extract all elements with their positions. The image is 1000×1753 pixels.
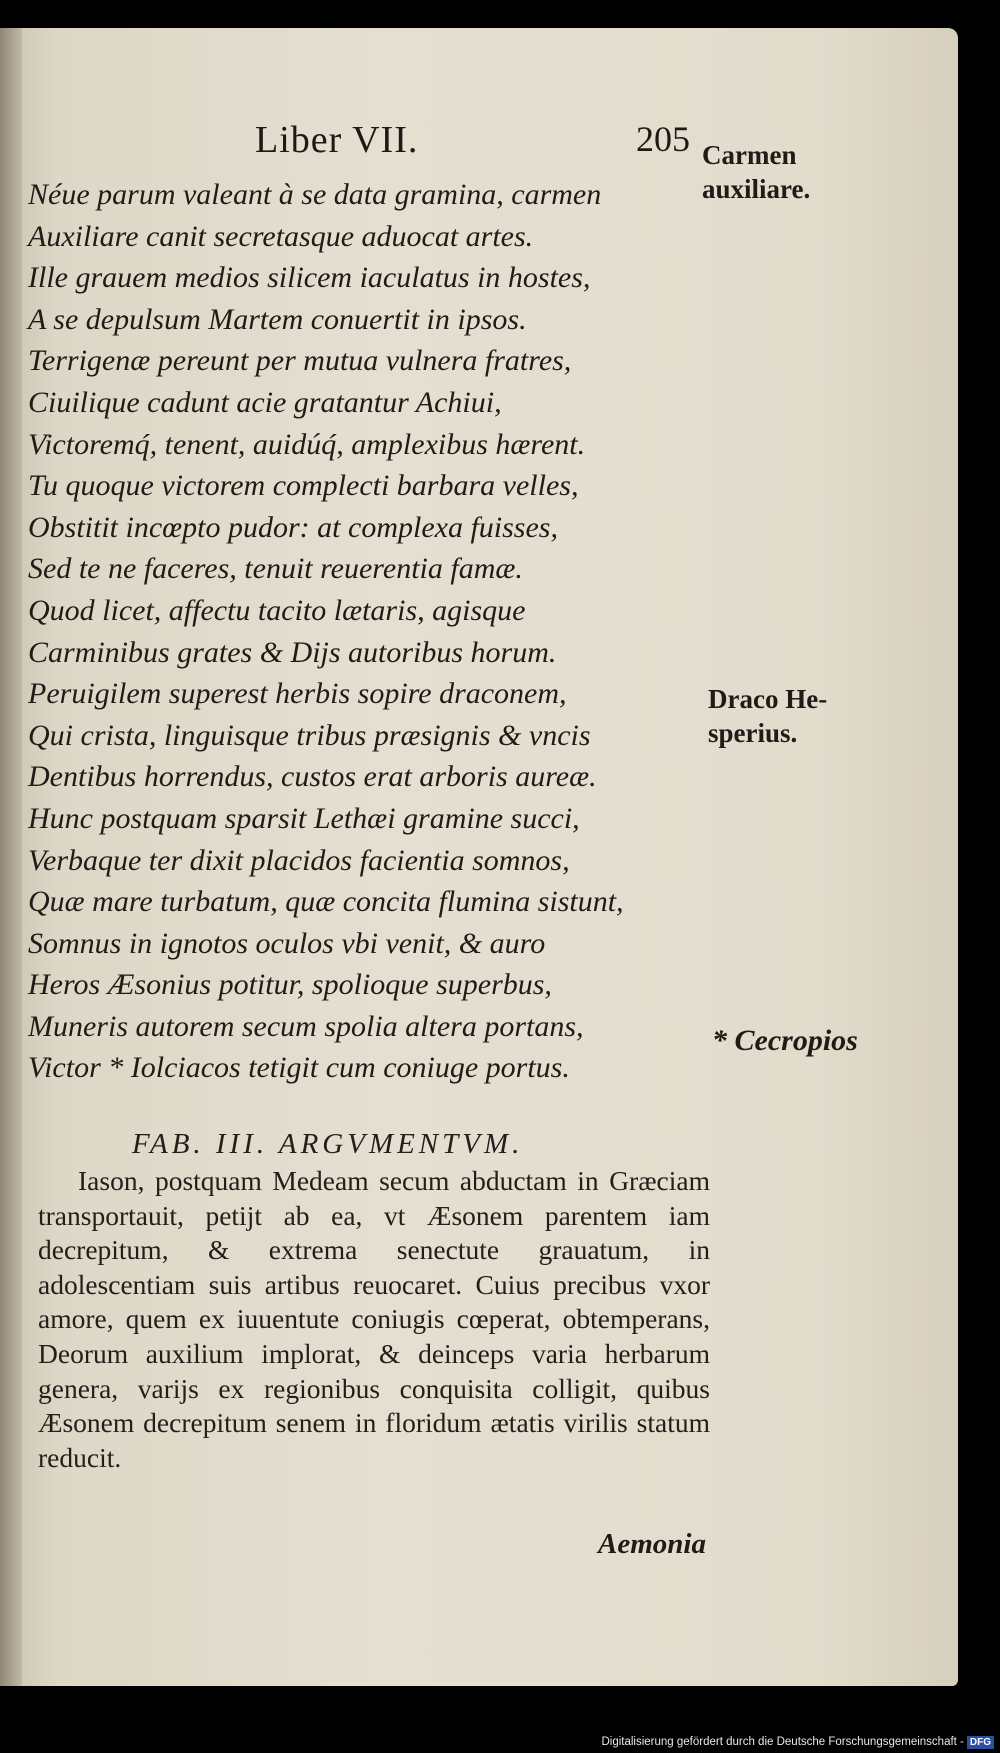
verse-line: Obstitit incœpto pudor: at complexa fuisses, bbox=[28, 510, 558, 544]
verse-line: Muneris autorem secum spolia altera portans, bbox=[28, 1009, 584, 1043]
page-number: 205 bbox=[636, 119, 690, 159]
verse-line: Terrigenæ pereunt per mutua vulnera fratres, bbox=[28, 344, 572, 378]
verse-line: Auxiliare canit secretasque aduocat artes. bbox=[28, 219, 534, 253]
dfg-logo: DFG bbox=[967, 1736, 994, 1749]
verse-line: Dentibus horrendus, custos erat arboris aureæ. bbox=[28, 760, 597, 794]
margin-note-draco bbox=[708, 682, 827, 750]
margin-note-cecropios: * Cecropios bbox=[712, 1024, 858, 1057]
margin-note-line: auxiliare. bbox=[702, 174, 811, 204]
verse-line: Qui crista, linguisque tribus præsignis & vncis bbox=[28, 718, 591, 752]
verse-line: Victoremq́, tenent, auidúq́, amplexibus hærent. bbox=[28, 427, 586, 461]
margin-note-line: Carmen bbox=[702, 140, 797, 170]
verse-line: Heros Æsonius potitur, spolioque superbus, bbox=[28, 968, 552, 1002]
page-gutter-shadow bbox=[0, 28, 22, 1686]
margin-note-line: sperius. bbox=[708, 718, 798, 748]
verse-line: Peruigilem superest herbis sopire draconem, bbox=[28, 677, 567, 711]
verse-line: Sed te ne faceres, tenuit reuerentia famæ. bbox=[28, 552, 523, 586]
verse-line: Néue parum valeant à se data gramina, carmen bbox=[28, 178, 602, 211]
catchword: Aemonia bbox=[598, 1528, 706, 1560]
margin-note-line: Draco He- bbox=[708, 684, 828, 714]
verse-line: Victor * Iolciacos tetigit cum coniuge portus. bbox=[28, 1051, 570, 1085]
credit-text: Digitalisierung gefördert durch die Deutsche Forschungsgemeinschaft - bbox=[601, 1736, 964, 1748]
verse-line: Carminibus grates & Dijs autoribus horum. bbox=[28, 635, 557, 669]
verse-line: Ille grauem medios silicem iaculatus in hostes, bbox=[28, 261, 591, 295]
margin-note-carmen bbox=[702, 138, 810, 206]
argument-title: FAB. III. ARGVMENTVM. bbox=[132, 1128, 524, 1160]
running-head: Liber VII. bbox=[255, 119, 419, 161]
verse-line: Hunc postquam sparsit Lethæi gramine succi, bbox=[28, 801, 580, 835]
verse-line: Quod licet, affectu tacito lætaris, agisque bbox=[28, 593, 526, 627]
argument-text: Iason, postquam Medeam secum abductam in Græciam transportauit, petijt ab ea, vt Æsonem parentem iam decrepitum, & extrema senectute grauatum, in adolescentiam suis artibus reuocaret. Cuius precibus vxor amore, quem ex iuuentute coniugis cœperat, obtemperans, Deorum auxilium implorat, & deinceps varia herbarum genera, varijs ex regionibus conquisita colligit, quibus Æsonem decrepitum senem in floridum ætatis virilis statum reducit. bbox=[38, 1165, 710, 1473]
verse-line: Verbaque ter dixit placidos facientia somnos, bbox=[28, 843, 570, 877]
verse-line: A se depulsum Martem conuertit in ipsos. bbox=[28, 302, 527, 336]
book-page bbox=[0, 28, 958, 1686]
digitization-credit bbox=[601, 1736, 994, 1749]
verse-line: Quæ mare turbatum, quæ concita flumina sistunt, bbox=[28, 885, 624, 919]
verse-line: Ciuilique cadunt acie gratantur Achiui, bbox=[28, 385, 502, 419]
verse-line: Tu quoque victorem complecti barbara velles, bbox=[28, 469, 579, 503]
verse-block bbox=[28, 174, 698, 1089]
verse-line: Somnus in ignotos oculos vbi venit, & auro bbox=[28, 926, 546, 960]
